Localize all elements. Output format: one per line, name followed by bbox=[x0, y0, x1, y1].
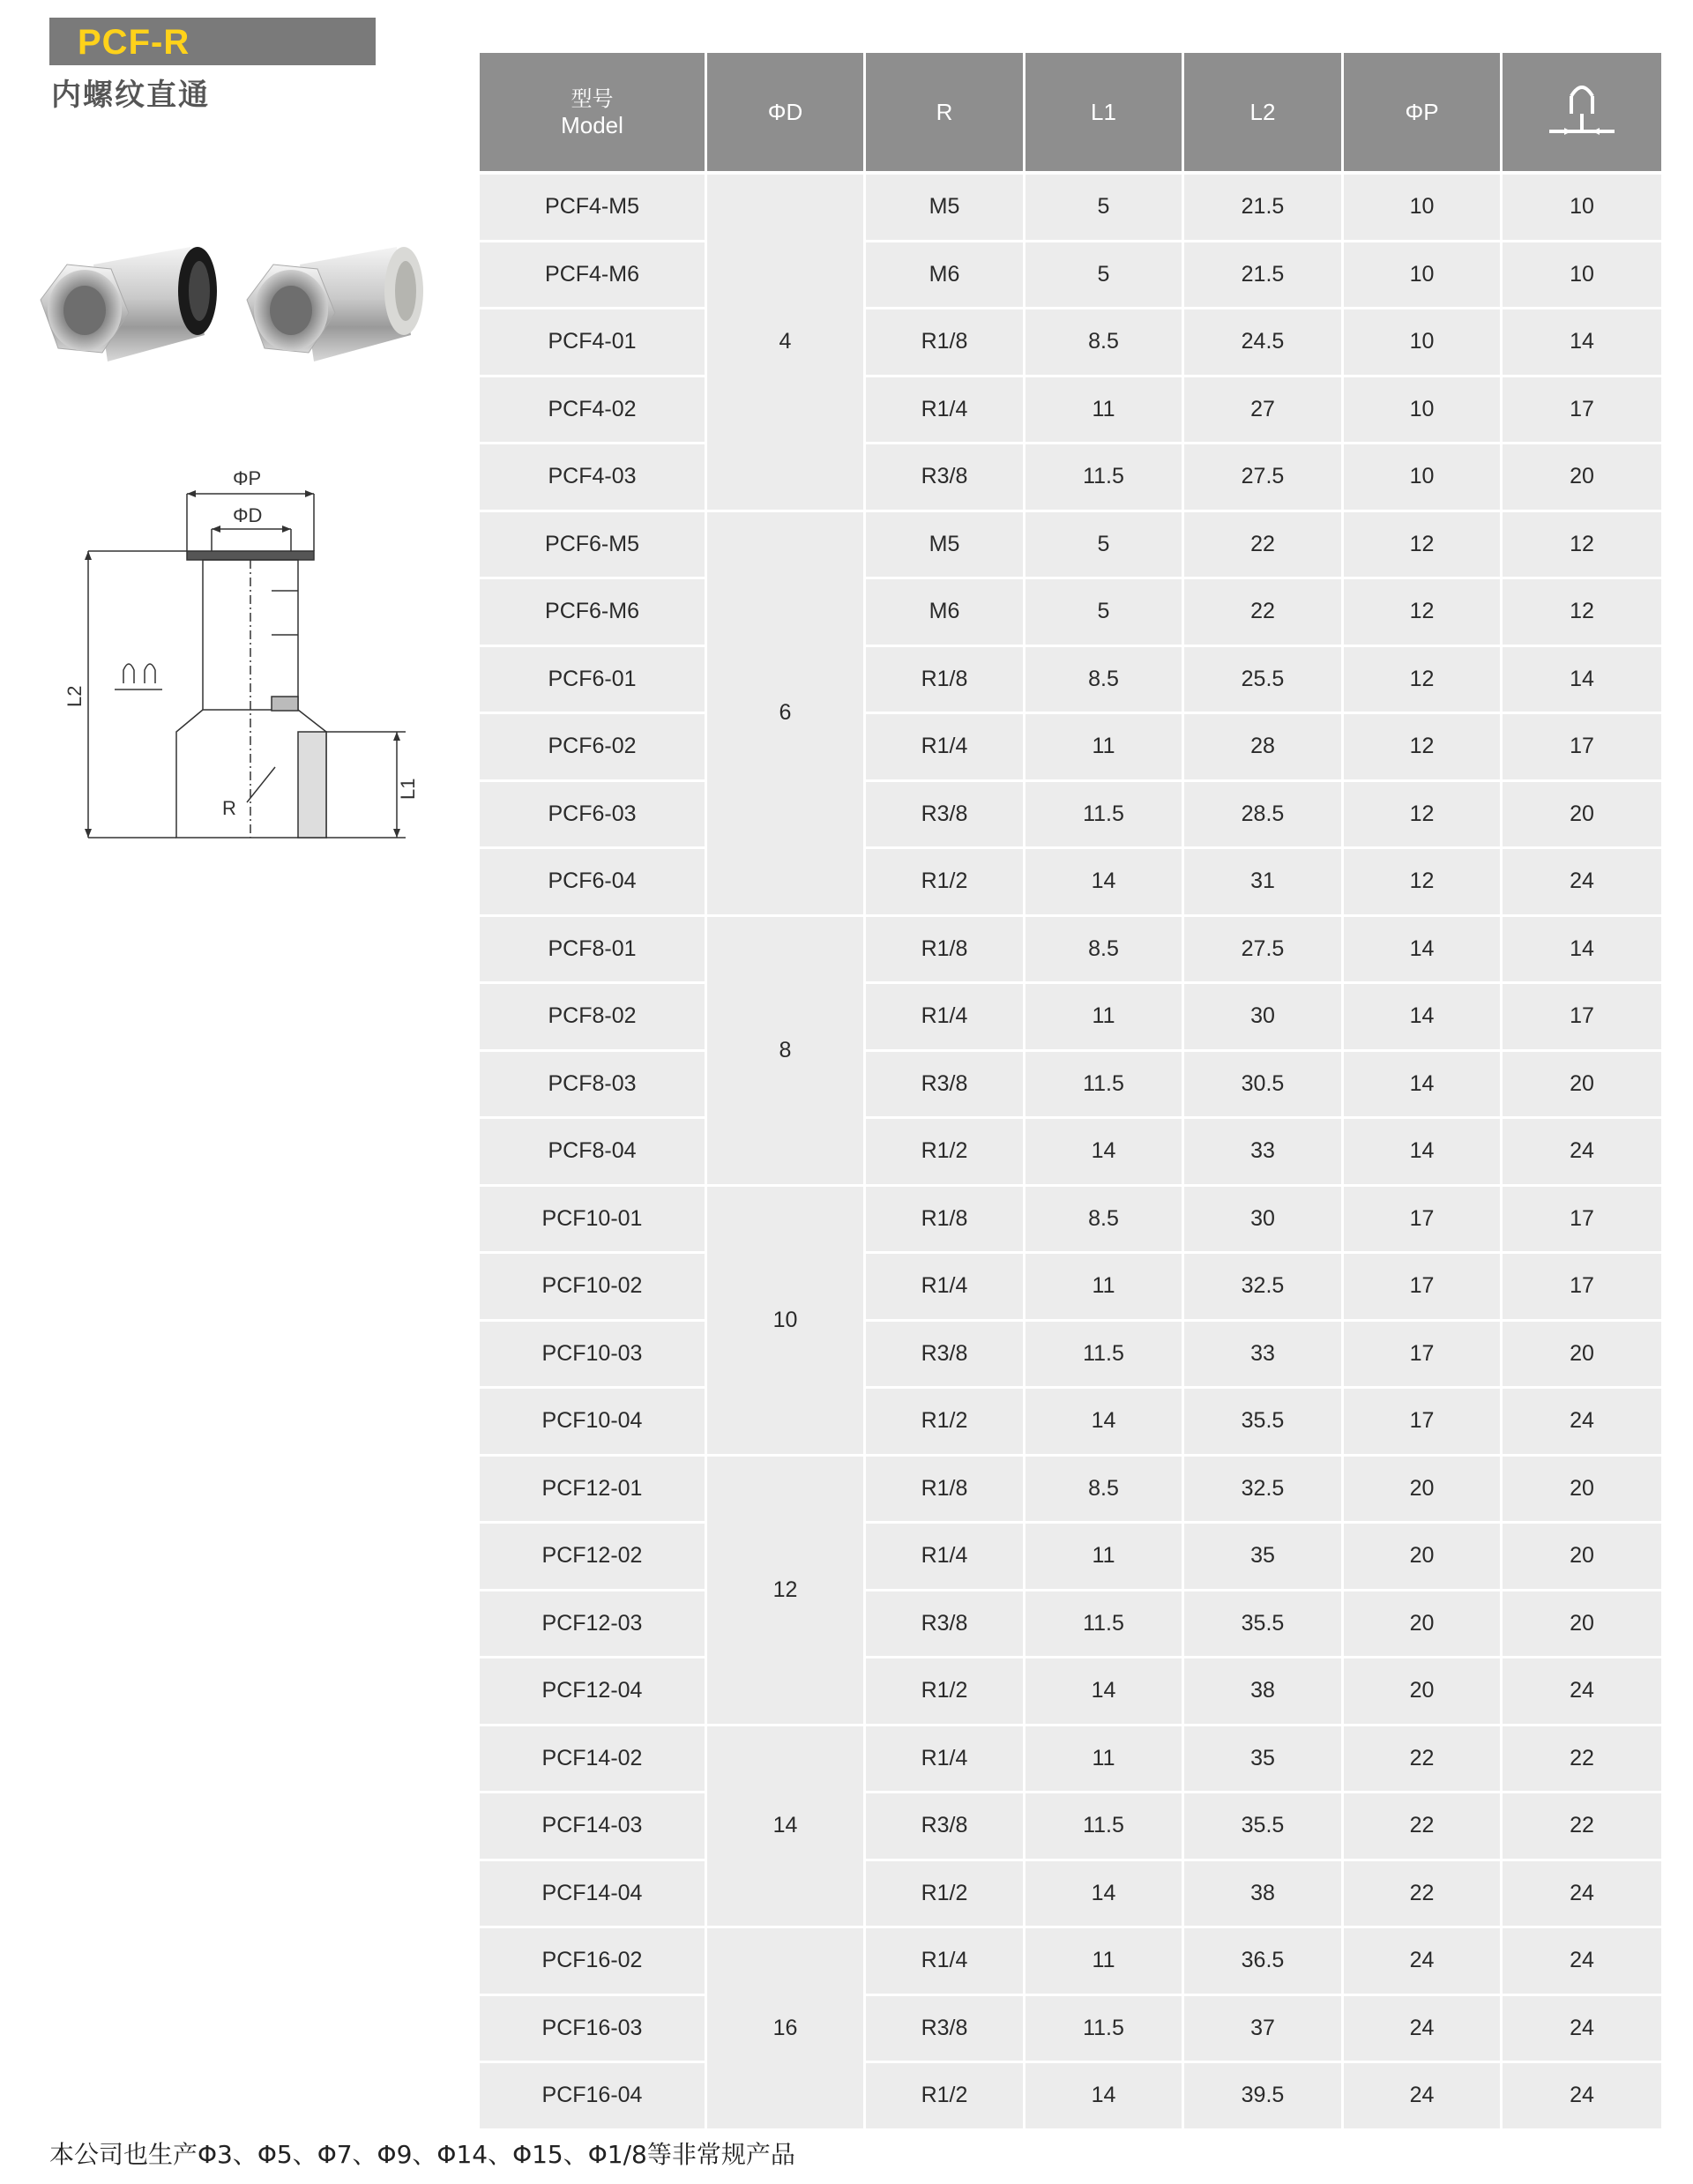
cell-phi-d-group: 6 bbox=[707, 512, 866, 917]
table-header-row bbox=[480, 53, 1661, 175]
cell-l1: 11.5 bbox=[1025, 1322, 1184, 1390]
cell-phi-p: 14 bbox=[1344, 1052, 1503, 1120]
dim-r: R bbox=[222, 797, 236, 819]
cell-phi-p: 12 bbox=[1344, 579, 1503, 647]
table-row bbox=[480, 1052, 1661, 1120]
cell-phi-p: 10 bbox=[1344, 242, 1503, 310]
table-body bbox=[480, 175, 1661, 2131]
cell-model: PCF6-M6 bbox=[480, 579, 707, 647]
cell-phi-p: 20 bbox=[1344, 1524, 1503, 1591]
cell-wrench-size: 17 bbox=[1503, 1254, 1661, 1322]
cell-phi-p: 17 bbox=[1344, 1322, 1503, 1390]
cell-model: PCF14-04 bbox=[480, 1861, 707, 1929]
cell-wrench-size: 24 bbox=[1503, 1928, 1661, 1996]
table-row bbox=[480, 377, 1661, 445]
cell-l1: 14 bbox=[1025, 2063, 1184, 2131]
cell-l1: 11.5 bbox=[1025, 1996, 1184, 2064]
technical-drawing bbox=[63, 458, 423, 846]
cell-phi-d-group: 16 bbox=[707, 1928, 866, 2131]
cell-phi-p: 10 bbox=[1344, 444, 1503, 512]
table-row bbox=[480, 917, 1661, 985]
cell-wrench-size: 10 bbox=[1503, 175, 1661, 242]
table-row bbox=[480, 1591, 1661, 1659]
cell-wrench-size: 24 bbox=[1503, 1658, 1661, 1726]
cell-r: M6 bbox=[866, 579, 1025, 647]
cell-l2: 35.5 bbox=[1184, 1591, 1344, 1659]
table-row bbox=[480, 1119, 1661, 1187]
cell-model: PCF10-01 bbox=[480, 1187, 707, 1255]
cell-r: R3/8 bbox=[866, 444, 1025, 512]
cell-phi-p: 12 bbox=[1344, 512, 1503, 580]
cell-l1: 5 bbox=[1025, 175, 1184, 242]
cell-wrench-size: 14 bbox=[1503, 917, 1661, 985]
cell-model: PCF6-03 bbox=[480, 782, 707, 850]
cell-l2: 39.5 bbox=[1184, 2063, 1344, 2131]
cell-r: R1/8 bbox=[866, 1457, 1025, 1524]
cell-l2: 22 bbox=[1184, 512, 1344, 580]
table-row bbox=[480, 1389, 1661, 1457]
cell-model: PCF16-03 bbox=[480, 1996, 707, 2064]
cell-l1: 11.5 bbox=[1025, 444, 1184, 512]
col-r: R bbox=[866, 53, 1025, 175]
cell-l2: 37 bbox=[1184, 1996, 1344, 2064]
cell-phi-p: 10 bbox=[1344, 175, 1503, 242]
cell-model: PCF12-02 bbox=[480, 1524, 707, 1591]
cell-phi-p: 12 bbox=[1344, 782, 1503, 850]
col-wrench bbox=[1503, 53, 1661, 175]
cell-model: PCF6-01 bbox=[480, 647, 707, 715]
cell-r: R1/2 bbox=[866, 1658, 1025, 1726]
cell-r: R1/4 bbox=[866, 1254, 1025, 1322]
cell-l2: 35.5 bbox=[1184, 1389, 1344, 1457]
cell-r: R3/8 bbox=[866, 1322, 1025, 1390]
cell-l1: 8.5 bbox=[1025, 309, 1184, 377]
cell-l2: 33 bbox=[1184, 1322, 1344, 1390]
cell-r: R1/2 bbox=[866, 2063, 1025, 2131]
cell-r: R1/2 bbox=[866, 849, 1025, 917]
cell-model: PCF10-03 bbox=[480, 1322, 707, 1390]
col-phi-d: ΦD bbox=[707, 53, 866, 175]
table-row bbox=[480, 1928, 1661, 1996]
cell-wrench-size: 22 bbox=[1503, 1726, 1661, 1794]
cell-wrench-size: 17 bbox=[1503, 714, 1661, 782]
cell-wrench-size: 20 bbox=[1503, 1591, 1661, 1659]
cell-l2: 35 bbox=[1184, 1524, 1344, 1591]
col-model: 型号 Model bbox=[480, 53, 707, 175]
cell-l2: 36.5 bbox=[1184, 1928, 1344, 1996]
cell-l1: 14 bbox=[1025, 1658, 1184, 1726]
cell-r: R1/8 bbox=[866, 917, 1025, 985]
cell-model: PCF8-04 bbox=[480, 1119, 707, 1187]
cell-r: R3/8 bbox=[866, 782, 1025, 850]
cell-phi-p: 24 bbox=[1344, 2063, 1503, 2131]
cell-wrench-size: 14 bbox=[1503, 647, 1661, 715]
cell-r: R1/8 bbox=[866, 647, 1025, 715]
cell-phi-p: 14 bbox=[1344, 984, 1503, 1052]
cell-wrench-size: 20 bbox=[1503, 1524, 1661, 1591]
cell-l1: 8.5 bbox=[1025, 647, 1184, 715]
cell-l2: 38 bbox=[1184, 1861, 1344, 1929]
table-row bbox=[480, 1658, 1661, 1726]
cell-phi-p: 24 bbox=[1344, 1928, 1503, 1996]
cell-l1: 11.5 bbox=[1025, 1052, 1184, 1120]
dim-phi-d: ΦD bbox=[233, 504, 263, 526]
cell-r: R3/8 bbox=[866, 1996, 1025, 2064]
cell-model: PCF8-03 bbox=[480, 1052, 707, 1120]
cell-phi-p: 12 bbox=[1344, 849, 1503, 917]
cell-l2: 31 bbox=[1184, 849, 1344, 917]
cell-wrench-size: 24 bbox=[1503, 2063, 1661, 2131]
spec-table bbox=[480, 53, 1661, 2131]
cell-l2: 27.5 bbox=[1184, 444, 1344, 512]
cell-r: R1/4 bbox=[866, 1928, 1025, 1996]
cell-wrench-size: 24 bbox=[1503, 1389, 1661, 1457]
table-row bbox=[480, 1861, 1661, 1929]
cell-r: M6 bbox=[866, 242, 1025, 310]
cell-model: PCF8-02 bbox=[480, 984, 707, 1052]
cell-wrench-size: 24 bbox=[1503, 1861, 1661, 1929]
cell-l1: 11 bbox=[1025, 1524, 1184, 1591]
cell-l2: 32.5 bbox=[1184, 1457, 1344, 1524]
cell-model: PCF4-M5 bbox=[480, 175, 707, 242]
cell-model: PCF16-04 bbox=[480, 2063, 707, 2131]
table-row bbox=[480, 512, 1661, 580]
col-phi-p: ΦP bbox=[1344, 53, 1503, 175]
cell-l2: 28.5 bbox=[1184, 782, 1344, 850]
cell-phi-p: 17 bbox=[1344, 1389, 1503, 1457]
cell-model: PCF4-01 bbox=[480, 309, 707, 377]
table-row bbox=[480, 1793, 1661, 1861]
table-row bbox=[480, 1254, 1661, 1322]
table-row bbox=[480, 782, 1661, 850]
cell-model: PCF6-02 bbox=[480, 714, 707, 782]
cell-l1: 11.5 bbox=[1025, 782, 1184, 850]
cell-r: R1/8 bbox=[866, 1187, 1025, 1255]
cell-l2: 35 bbox=[1184, 1726, 1344, 1794]
cell-model: PCF10-04 bbox=[480, 1389, 707, 1457]
cell-phi-d-group: 12 bbox=[707, 1457, 866, 1726]
cell-l1: 11 bbox=[1025, 1726, 1184, 1794]
table-row bbox=[480, 579, 1661, 647]
cell-l2: 25.5 bbox=[1184, 647, 1344, 715]
cell-phi-p: 24 bbox=[1344, 1996, 1503, 2064]
cell-l1: 14 bbox=[1025, 1389, 1184, 1457]
table-row bbox=[480, 242, 1661, 310]
cell-model: PCF12-01 bbox=[480, 1457, 707, 1524]
cell-l1: 8.5 bbox=[1025, 917, 1184, 985]
table-row bbox=[480, 2063, 1661, 2131]
table-row bbox=[480, 647, 1661, 715]
cell-model: PCF10-02 bbox=[480, 1254, 707, 1322]
table-row bbox=[480, 849, 1661, 917]
cell-r: R1/4 bbox=[866, 714, 1025, 782]
cell-l2: 27.5 bbox=[1184, 917, 1344, 985]
cell-l1: 5 bbox=[1025, 579, 1184, 647]
table-row bbox=[480, 444, 1661, 512]
table-row bbox=[480, 1726, 1661, 1794]
cell-phi-p: 14 bbox=[1344, 1119, 1503, 1187]
footer-note: 本公司也生产Φ3、Φ5、Φ7、Φ9、Φ14、Φ15、Φ1/8等非常规产品 bbox=[49, 2140, 795, 2169]
cell-r: R1/4 bbox=[866, 1524, 1025, 1591]
cell-phi-p: 17 bbox=[1344, 1254, 1503, 1322]
product-subtitle: 内螺纹直通 bbox=[51, 78, 210, 113]
cell-l1: 11.5 bbox=[1025, 1591, 1184, 1659]
cell-l1: 14 bbox=[1025, 849, 1184, 917]
cell-phi-p: 10 bbox=[1344, 377, 1503, 445]
cell-model: PCF12-03 bbox=[480, 1591, 707, 1659]
cell-r: R1/4 bbox=[866, 377, 1025, 445]
cell-l1: 11 bbox=[1025, 1928, 1184, 1996]
cell-r: R3/8 bbox=[866, 1591, 1025, 1659]
cell-r: R1/4 bbox=[866, 1726, 1025, 1794]
product-photo-grey-collar bbox=[238, 229, 441, 397]
cell-wrench-size: 10 bbox=[1503, 242, 1661, 310]
cell-phi-d-group: 10 bbox=[707, 1187, 866, 1457]
cell-l2: 38 bbox=[1184, 1658, 1344, 1726]
cell-l1: 11 bbox=[1025, 714, 1184, 782]
cell-wrench-size: 20 bbox=[1503, 1322, 1661, 1390]
col-l1: L1 bbox=[1025, 53, 1184, 175]
table-row bbox=[480, 714, 1661, 782]
cell-phi-p: 20 bbox=[1344, 1457, 1503, 1524]
cell-wrench-size: 17 bbox=[1503, 984, 1661, 1052]
cell-phi-p: 12 bbox=[1344, 714, 1503, 782]
cell-wrench-size: 24 bbox=[1503, 1996, 1661, 2064]
product-photo-black-collar bbox=[32, 229, 235, 397]
cell-wrench-size: 20 bbox=[1503, 782, 1661, 850]
table-row bbox=[480, 1996, 1661, 2064]
table-row bbox=[480, 1322, 1661, 1390]
cell-wrench-size: 17 bbox=[1503, 377, 1661, 445]
cell-l2: 30.5 bbox=[1184, 1052, 1344, 1120]
cell-l1: 11 bbox=[1025, 377, 1184, 445]
cell-l1: 11 bbox=[1025, 984, 1184, 1052]
table-row bbox=[480, 1187, 1661, 1255]
dim-phi-p: ΦP bbox=[233, 467, 262, 489]
cell-l2: 24.5 bbox=[1184, 309, 1344, 377]
cell-wrench-size: 12 bbox=[1503, 579, 1661, 647]
cell-phi-p: 14 bbox=[1344, 917, 1503, 985]
cell-model: PCF6-04 bbox=[480, 849, 707, 917]
table-row bbox=[480, 175, 1661, 242]
cell-r: M5 bbox=[866, 512, 1025, 580]
cell-r: R1/8 bbox=[866, 309, 1025, 377]
cell-wrench-size: 22 bbox=[1503, 1793, 1661, 1861]
product-code: PCF-R bbox=[78, 23, 190, 62]
cell-l1: 11 bbox=[1025, 1254, 1184, 1322]
cell-l1: 5 bbox=[1025, 512, 1184, 580]
cell-phi-p: 20 bbox=[1344, 1591, 1503, 1659]
cell-l2: 27 bbox=[1184, 377, 1344, 445]
cell-r: R1/2 bbox=[866, 1861, 1025, 1929]
cell-model: PCF4-M6 bbox=[480, 242, 707, 310]
cell-l1: 14 bbox=[1025, 1119, 1184, 1187]
cell-r: M5 bbox=[866, 175, 1025, 242]
cell-phi-d-group: 4 bbox=[707, 175, 866, 512]
cell-phi-p: 22 bbox=[1344, 1726, 1503, 1794]
cell-l2: 21.5 bbox=[1184, 242, 1344, 310]
cell-wrench-size: 24 bbox=[1503, 1119, 1661, 1187]
cell-phi-p: 22 bbox=[1344, 1861, 1503, 1929]
cell-phi-p: 22 bbox=[1344, 1793, 1503, 1861]
cell-l1: 8.5 bbox=[1025, 1457, 1184, 1524]
cell-l2: 35.5 bbox=[1184, 1793, 1344, 1861]
cell-model: PCF4-02 bbox=[480, 377, 707, 445]
cell-wrench-size: 20 bbox=[1503, 1052, 1661, 1120]
cell-wrench-size: 14 bbox=[1503, 309, 1661, 377]
cell-l1: 11.5 bbox=[1025, 1793, 1184, 1861]
cell-r: R1/2 bbox=[866, 1389, 1025, 1457]
cell-l2: 30 bbox=[1184, 984, 1344, 1052]
cell-wrench-size: 20 bbox=[1503, 444, 1661, 512]
cell-l1: 8.5 bbox=[1025, 1187, 1184, 1255]
cell-l2: 30 bbox=[1184, 1187, 1344, 1255]
cell-r: R3/8 bbox=[866, 1793, 1025, 1861]
cell-model: PCF14-03 bbox=[480, 1793, 707, 1861]
table-row bbox=[480, 309, 1661, 377]
cell-model: PCF4-03 bbox=[480, 444, 707, 512]
col-l2: L2 bbox=[1184, 53, 1344, 175]
cell-l1: 14 bbox=[1025, 1861, 1184, 1929]
cell-wrench-size: 20 bbox=[1503, 1457, 1661, 1524]
cell-model: PCF16-02 bbox=[480, 1928, 707, 1996]
cell-wrench-size: 12 bbox=[1503, 512, 1661, 580]
cell-phi-p: 10 bbox=[1344, 309, 1503, 377]
cell-phi-p: 20 bbox=[1344, 1658, 1503, 1726]
cell-phi-p: 17 bbox=[1344, 1187, 1503, 1255]
dim-l2: L2 bbox=[63, 685, 86, 707]
cell-phi-d-group: 14 bbox=[707, 1726, 866, 1929]
cell-phi-d-group: 8 bbox=[707, 917, 866, 1187]
cell-l2: 33 bbox=[1184, 1119, 1344, 1187]
cell-model: PCF8-01 bbox=[480, 917, 707, 985]
table-row bbox=[480, 984, 1661, 1052]
cell-l2: 28 bbox=[1184, 714, 1344, 782]
table-row bbox=[480, 1524, 1661, 1591]
cell-l2: 22 bbox=[1184, 579, 1344, 647]
cell-phi-p: 12 bbox=[1344, 647, 1503, 715]
product-code-banner bbox=[49, 18, 376, 65]
cell-model: PCF12-04 bbox=[480, 1658, 707, 1726]
table-row bbox=[480, 1457, 1661, 1524]
cell-r: R1/4 bbox=[866, 984, 1025, 1052]
cell-l2: 21.5 bbox=[1184, 175, 1344, 242]
cell-r: R3/8 bbox=[866, 1052, 1025, 1120]
dim-l1: L1 bbox=[397, 778, 419, 800]
cell-model: PCF14-02 bbox=[480, 1726, 707, 1794]
wrench-size-icon bbox=[1542, 70, 1622, 149]
cell-model: PCF6-M5 bbox=[480, 512, 707, 580]
cell-l2: 32.5 bbox=[1184, 1254, 1344, 1322]
cell-wrench-size: 24 bbox=[1503, 849, 1661, 917]
cell-l1: 5 bbox=[1025, 242, 1184, 310]
cell-r: R1/2 bbox=[866, 1119, 1025, 1187]
cell-wrench-size: 17 bbox=[1503, 1187, 1661, 1255]
